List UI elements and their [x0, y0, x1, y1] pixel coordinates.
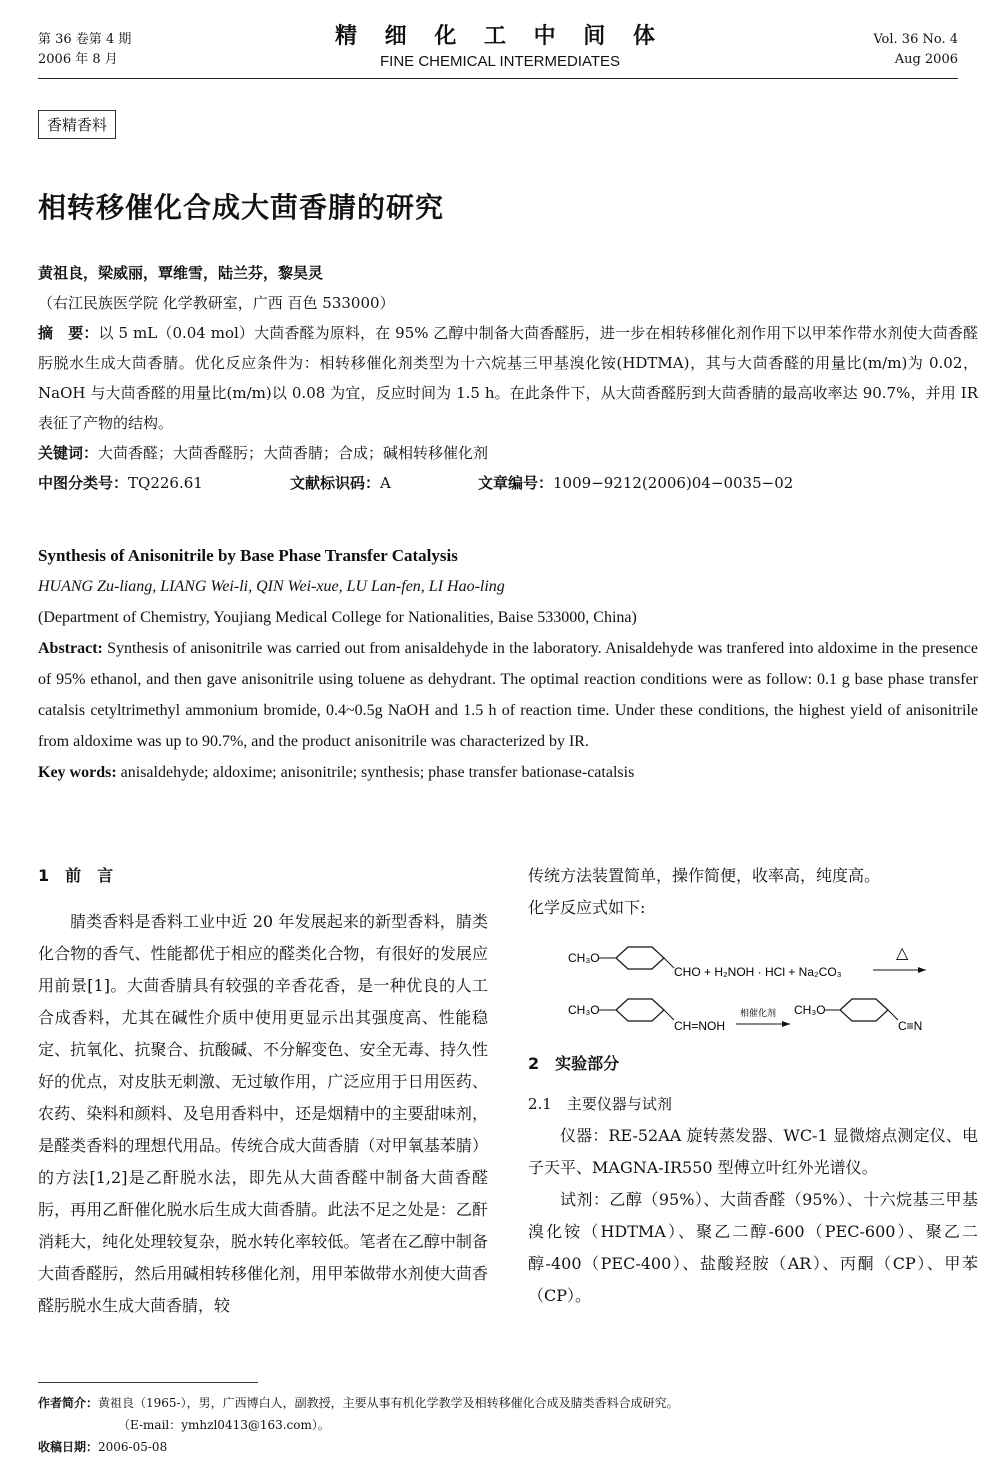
volume-en: Vol. 36 No. 4: [873, 32, 958, 47]
left-column: [38, 860, 488, 1322]
keywords-en-text: anisaldehyde; aldoxime; anisonitrile; synthesis; phase transfer bationase-catalsis: [120, 764, 635, 781]
doc-code-value: A: [380, 474, 391, 492]
benzene-ring-3: [840, 999, 888, 1021]
subsection-2-1-heading: 2.1 主要仪器与试剂: [528, 1095, 672, 1113]
journal-name-cn: 精 细 化 工 中 间 体: [335, 24, 665, 49]
reagents-paragraph: 试剂：乙醇（95%）、大茴香醛（95%）、十六烷基三甲基溴化铵（HDTMA）、聚乙二醇-600（PEC-600）、聚乙二醇-400（PEC-400）、盐酸羟胺（AR）、丙酮（CP）、甲苯（CP）。: [528, 1190, 978, 1305]
clc-label: 中图分类号：: [38, 474, 129, 492]
section-1-paragraph: 腈类香料是香料工业中近 20 年发展起来的新型香料，腈类化合物的香气、性能都优于相应的醛类化合物，有很好的发展应用前景[1]。大茴香腈具有较强的辛香花香，是一种优良的人工合成香料，尤其在碱性介质中使用更显示出其强度高、性能稳定、抗氧化、抗聚合、抗酸碱、不分解变色、安全无毒、持久性好的优点，对皮肤无刺激、无过敏作用，广泛应用于日用医药、农药、染料和颜料、及皂用香料中，还是烟精中的主要甜味剂，是醛类香料的理想代用品。传统合成大茴香腈（对甲氧基苯腈）的方法[1,2]是乙酐脱水法，即先从大茴香醛中制备大茴香醛肟，再用乙酐催化脱水后生成大茴香腈。此法不足之处是：乙酐消耗大，纯化处理较复杂，脱水转化率较低。笔者在乙醇中制备大茴香醛肟，然后用碱相转移催化剂，用甲苯做带水剂使大茴香醛肟脱水生成大茴香腈，较: [38, 912, 488, 1315]
article-no-value: 1009−9212(2006)04−0035−02: [553, 474, 794, 492]
scheme-methoxy-2: CH₃O: [568, 1003, 600, 1017]
paper-title-en: Synthesis of Anisonitrile by Base Phase Transfer Catalysis: [38, 546, 458, 565]
keywords-cn: [38, 438, 978, 468]
abstract-en-text: Synthesis of anisonitrile was carried out from anisaldehyde in the laboratory. Anisaldehyde was tranfered into aldoxime in the presence of 95% ethanol, and then gave anisonitrile using toluene as dehydrant. The optimal reaction conditions were as follow: 0.1 g base phase transfer catalsis cetyltrimethyl ammonium bromide, 0.4~0.5g NaOH and 1.5 h of reaction time. Under these conditions, the highest yield of anisonitrile from aldoxime was up to 90.7%, and the product anisonitrile was characterized by IR.: [38, 640, 979, 750]
header-right: [873, 30, 958, 70]
received-value: 2006-05-08: [98, 1440, 168, 1454]
affiliation-en: (Department of Chemistry, Youjiang Medical College for Nationalities, Baise 533000, China): [38, 609, 637, 626]
affiliation-cn: （右江民族医学院 化学教研室，广西 百色 533000）: [38, 294, 395, 312]
paper-title-cn: 相转移催化合成大茴香腈的研究: [38, 191, 445, 224]
abstract-en: [38, 633, 978, 757]
footnote: [38, 1392, 978, 1458]
keywords-cn-label: 关键词：: [38, 444, 99, 462]
front-matter-en: [38, 540, 978, 788]
author-bio-label: 作者简介：: [38, 1396, 99, 1410]
keywords-cn-text: 大茴香醛；大茴香醛肟；大茴香腈；合成；碱相转移催化剂: [98, 444, 489, 462]
benzene-ring-1: [616, 947, 664, 969]
authors-cn: 黄祖良，梁威丽，覃维雪，陆兰芬，黎昊灵: [38, 264, 324, 282]
scheme-methoxy-1: CH₃O: [568, 951, 600, 965]
author-bio: [38, 1392, 978, 1414]
benzene-ring-2: [616, 999, 664, 1021]
keywords-en: [38, 757, 978, 788]
column-tag: 香精香料: [38, 110, 116, 139]
scheme-heat-symbol: △: [896, 945, 909, 962]
section-1-heading: 1 前 言: [38, 866, 114, 885]
scheme-nitrile: C≡N: [898, 1019, 923, 1033]
scheme-oxime: CH=NOH: [674, 1019, 726, 1033]
right-column: [528, 860, 978, 1312]
doc-code-label: 文献标识码：: [290, 474, 381, 492]
scheme-reagents-1: CHO + H₂NOH · HCl + Na₂CO₃: [674, 965, 842, 979]
abstract-cn-text: 以 5 mL（0.04 mol）大茴香醛为原料，在 95% 乙醇中制备大茴香醛肟，进一步在相转移催化剂作用下以甲苯作带水剂使大茴香醛肟脱水生成大茴香腈。优化反应条件为：相转移催化剂类型为十六烷基三甲基溴化铵(HDTMA)，其与大茴香醛的用量比(m/m)为 0.02，NaOH 与大茴香醛的用量比(m/m)以 0.08 为宜，反应时间为 1.5 h。在此条件下，从大茴香醛肟到大茴香腈的最高收率达 90.7%，并用 IR 表征了产物的结构。: [38, 324, 978, 432]
date-en: Aug 2006: [894, 52, 958, 67]
instruments-paragraph: 仪器：RE-52AA 旋转蒸发器、WC-1 显微熔点测定仪、电子天平、MAGNA-IR550 型傅立叶红外光谱仪。: [528, 1126, 978, 1177]
authors-en: HUANG Zu-liang, LIANG Wei-li, QIN Wei-xue, LU Lan-fen, LI Hao-ling: [38, 578, 505, 595]
scheme-catalyst: 相催化剂: [740, 1008, 777, 1018]
section-2-heading: 2 实验部分: [528, 1054, 620, 1073]
header-divider: [38, 78, 958, 79]
keywords-en-label: Key words:: [38, 764, 117, 781]
continued-paragraph: 传统方法装置简单，操作简便，收率高，纯度高。: [528, 866, 881, 885]
reaction-scheme: [528, 932, 968, 1042]
front-matter-cn: [38, 258, 978, 498]
journal-title: [0, 22, 1000, 72]
classification-line: [38, 468, 978, 498]
abstract-cn-label: 摘 要：: [38, 324, 99, 342]
abstract-en-label: Abstract:: [38, 640, 103, 657]
article-no-label: 文章编号：: [478, 474, 554, 492]
volume-cn: 第 36 卷第 4 期: [38, 32, 132, 47]
date-cn: 2006 年 8 月: [38, 52, 118, 67]
clc-value: TQ226.61: [128, 474, 203, 492]
received-date: [38, 1436, 978, 1458]
reaction-intro: 化学反应式如下:: [528, 898, 646, 917]
scheme-methoxy-3: CH₃O: [794, 1003, 826, 1017]
author-email: （E-mail：ymhzl0413@163.com）。: [118, 1418, 330, 1432]
author-bio-text: 黄祖良（1965-），男，广西博白人，副教授，主要从事有机化学教学及相转移催化合成及腈类香料合成研究。: [98, 1396, 679, 1410]
journal-name-en: FINE CHEMICAL INTERMEDIATES: [379, 53, 621, 70]
abstract-cn: [38, 318, 978, 438]
footnote-divider: [38, 1382, 258, 1383]
received-label: 收稿日期：: [38, 1440, 99, 1454]
